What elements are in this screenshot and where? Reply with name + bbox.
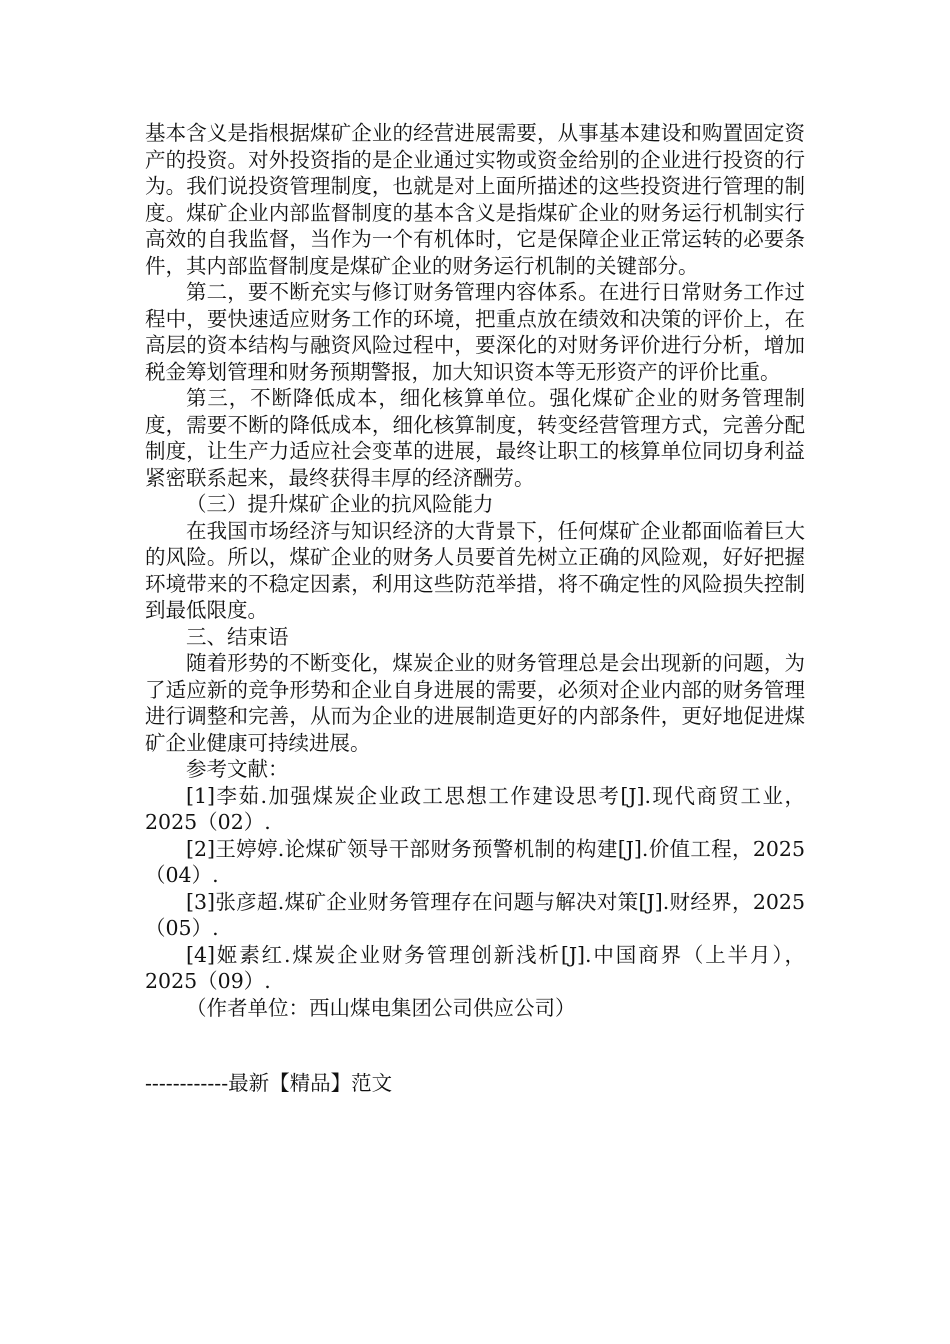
section-heading-conclusion: 三、结束语 [186,624,289,649]
section-heading-risk: （三）提升煤矿企业的抗风险能力 [186,492,494,516]
references-heading: 参考文献： [186,757,289,781]
document-body [145,120,805,1021]
reference-item: [3]张彦超.煤矿企业财务管理存在问题与解决对策[J].财经界，2025（05）. [145,889,805,940]
author-unit: （作者单位：西山煤电集团公司供应公司） [186,995,576,1020]
paragraph-risk: 在我国市场经济与知识经济的大背景下，任何煤矿企业都面临着巨大的风险。所以，煤矿企业的财务人员要首先树立正确的风险观，好好把握环境带来的不稳定因素，利用这些防范举措，将不确定性的风险损失控制到最低限度。 [145,518,805,622]
footer-banner: ------------最新【精品】范文 [145,1071,393,1095]
reference-item: [2]王婷婷.论煤矿领导干部财务预警机制的构建[J].价值工程，2025（04）. [145,836,805,887]
paragraph-second-point: 第二，要不断充实与修订财务管理内容体系。在进行日常财务工作过程中，要快速适应财务工作的环境，把重点放在绩效和决策的评价上，在高层的资本结构与融资风险过程中，要深化的对财务评价进行分析，增加税金筹划管理和财务预期警报，加大知识资本等无形资产的评价比重。 [145,280,805,384]
paragraph-third-point: 第三，不断降低成本，细化核算单位。强化煤矿企业的财务管理制度，需要不断的降低成本，细化核算制度，转变经营管理方式，完善分配制度，让生产力适应社会变革的进展，最终让职工的核算单位同切身利益紧密联系起来，最终获得丰厚的经济酬劳。 [145,386,805,490]
reference-item: [4]姬素红.煤炭企业财务管理创新浅析[J].中国商界（上半月），2025（09）. [145,942,805,993]
paragraph-conclusion: 随着形势的不断变化，煤炭企业的财务管理总是会出现新的问题，为了适应新的竞争形势和企业自身进展的需要，必须对企业内部的财务管理进行调整和完善，从而为企业的进展制造更好的内部条件，更好地促进煤矿企业健康可持续进展。 [145,651,805,755]
reference-item: [1]李茹.加强煤炭企业政工思想工作建设思考[J].现代商贸工业，2025（02）. [145,783,805,834]
paragraph-investment-definition: 基本含义是指根据煤矿企业的经营进展需要，从事基本建设和购置固定资产的投资。对外投资指的是企业通过实物或资金给别的企业进行投资的行为。我们说投资管理制度，也就是对上面所描述的这些投资进行管理的制度。煤矿企业内部监督制度的基本含义是指煤矿企业的财务运行机制实行高效的自我监督，当作为一个有机体时，它是保障企业正常运转的必要条件，其内部监督制度是煤矿企业的财务运行机制的关键部分。 [145,121,805,278]
